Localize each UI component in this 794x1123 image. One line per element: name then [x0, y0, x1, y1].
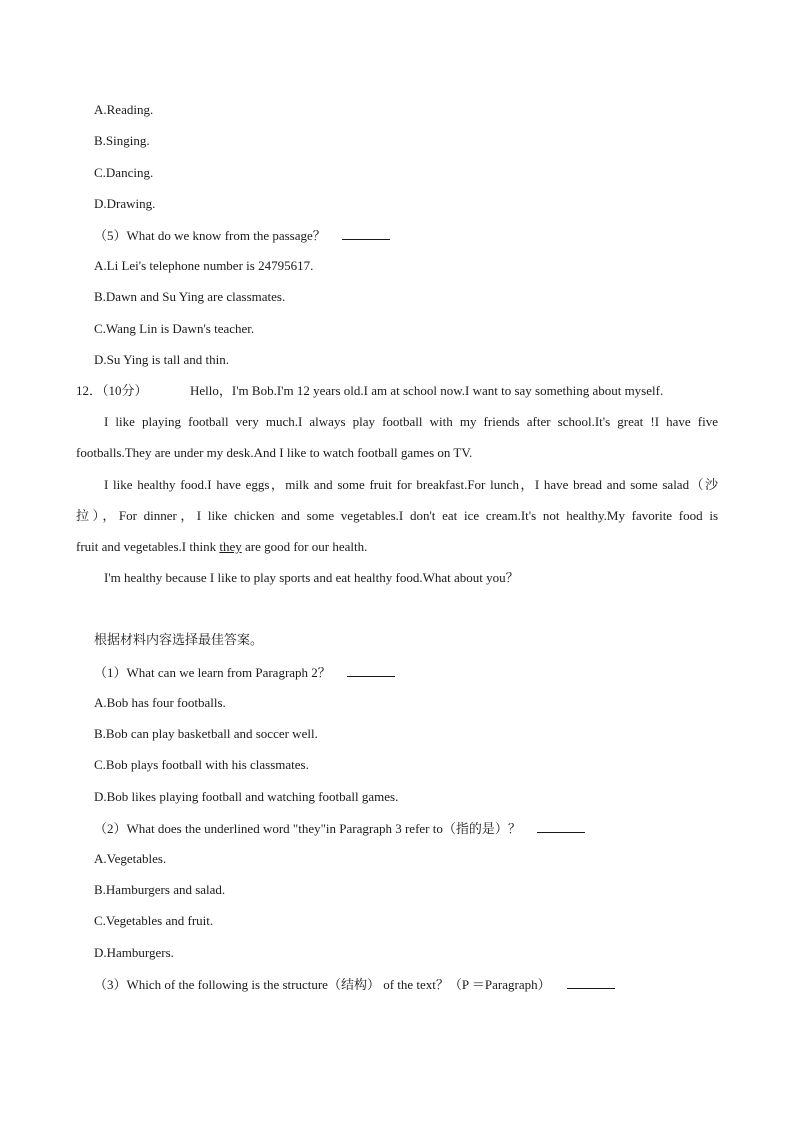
- q12-1-question: [94, 664, 395, 680]
- answer-blank: [567, 976, 615, 989]
- q12-passage-p3-line3: [76, 539, 367, 555]
- answer-blank: [347, 664, 395, 677]
- q12-1-option-a: A.Bob has four footballs.: [94, 695, 226, 710]
- q11-5-option-d: D.Su Ying is tall and thin.: [94, 352, 229, 367]
- q12-2-option-d: D.Hamburgers.: [94, 945, 174, 960]
- q11-5-prompt: （5）What do we know from the passage？: [94, 228, 326, 243]
- q11-5-option-c: C.Wang Lin is Dawn's teacher.: [94, 321, 255, 336]
- q12-2-option-c: C.Vegetables and fruit.: [94, 913, 214, 928]
- answer-blank: [342, 227, 390, 240]
- q12-2-option-b: B.Hamburgers and salad.: [94, 882, 226, 897]
- q12-passage-p3-line1: I like healthy food.I have eggs，milk and some fruit for breakfast.For lunch，I have bread and some salad（沙: [104, 477, 718, 492]
- q12-2-question: [94, 820, 585, 836]
- q12-passage-p3-line2: 拉），For dinner，I like chicken and some vegetables.I don't eat ice cream.It's not healthy.My favorite food is: [76, 508, 718, 523]
- q11-4-option-c: C.Dancing.: [94, 165, 154, 180]
- q12-instruction: 根据材料内容选择最佳答案。: [94, 633, 264, 648]
- q12-passage-p1: Hello，I'm Bob.I'm 12 years old.I am at school now.I want to say something about myself.: [190, 383, 664, 398]
- q12-3-prompt: （3）Which of the following is the structure（结构） of the text？（P ＝Paragraph）: [94, 977, 551, 992]
- q12-2-prompt: （2）What does the underlined word "they"in Paragraph 3 refer to（指的是）？: [94, 821, 521, 836]
- q11-4-option-b: B.Singing.: [94, 133, 150, 148]
- q12-2-option-a: A.Vegetables.: [94, 851, 167, 866]
- p3-line3-before: fruit and vegetables.I think: [76, 539, 220, 554]
- q12-3-question: [94, 976, 615, 992]
- q12-1-option-b: B.Bob can play basketball and soccer well.: [94, 726, 318, 741]
- underlined-word-they: they: [219, 539, 242, 554]
- q11-5-option-a: A.Li Lei's telephone number is 24795617.: [94, 258, 314, 273]
- q11-4-option-a: A.Reading.: [94, 102, 154, 117]
- q12-passage-p4: I'm healthy because I like to play sports and eat healthy food.What about you？: [104, 570, 519, 585]
- q12-1-option-d: D.Bob likes playing football and watching football games.: [94, 789, 399, 804]
- answer-blank: [537, 820, 585, 833]
- q11-5-question: [94, 227, 390, 243]
- q11-5-option-b: B.Dawn and Su Ying are classmates.: [94, 289, 286, 304]
- q11-4-option-d: D.Drawing.: [94, 196, 156, 211]
- p3-line3-after: are good for our health.: [241, 539, 368, 554]
- q12-1-prompt: （1）What can we learn from Paragraph 2？: [94, 665, 331, 680]
- q12-passage-p2-line1: I like playing football very much.I always play football with my friends after school.It's great !I have five: [104, 414, 718, 429]
- q12-number: 12．（10分）: [76, 383, 148, 398]
- q12-1-option-c: C.Bob plays football with his classmates.: [94, 757, 309, 772]
- q12-passage-p2-line2: footballs.They are under my desk.And I like to watch football games on TV.: [76, 445, 473, 460]
